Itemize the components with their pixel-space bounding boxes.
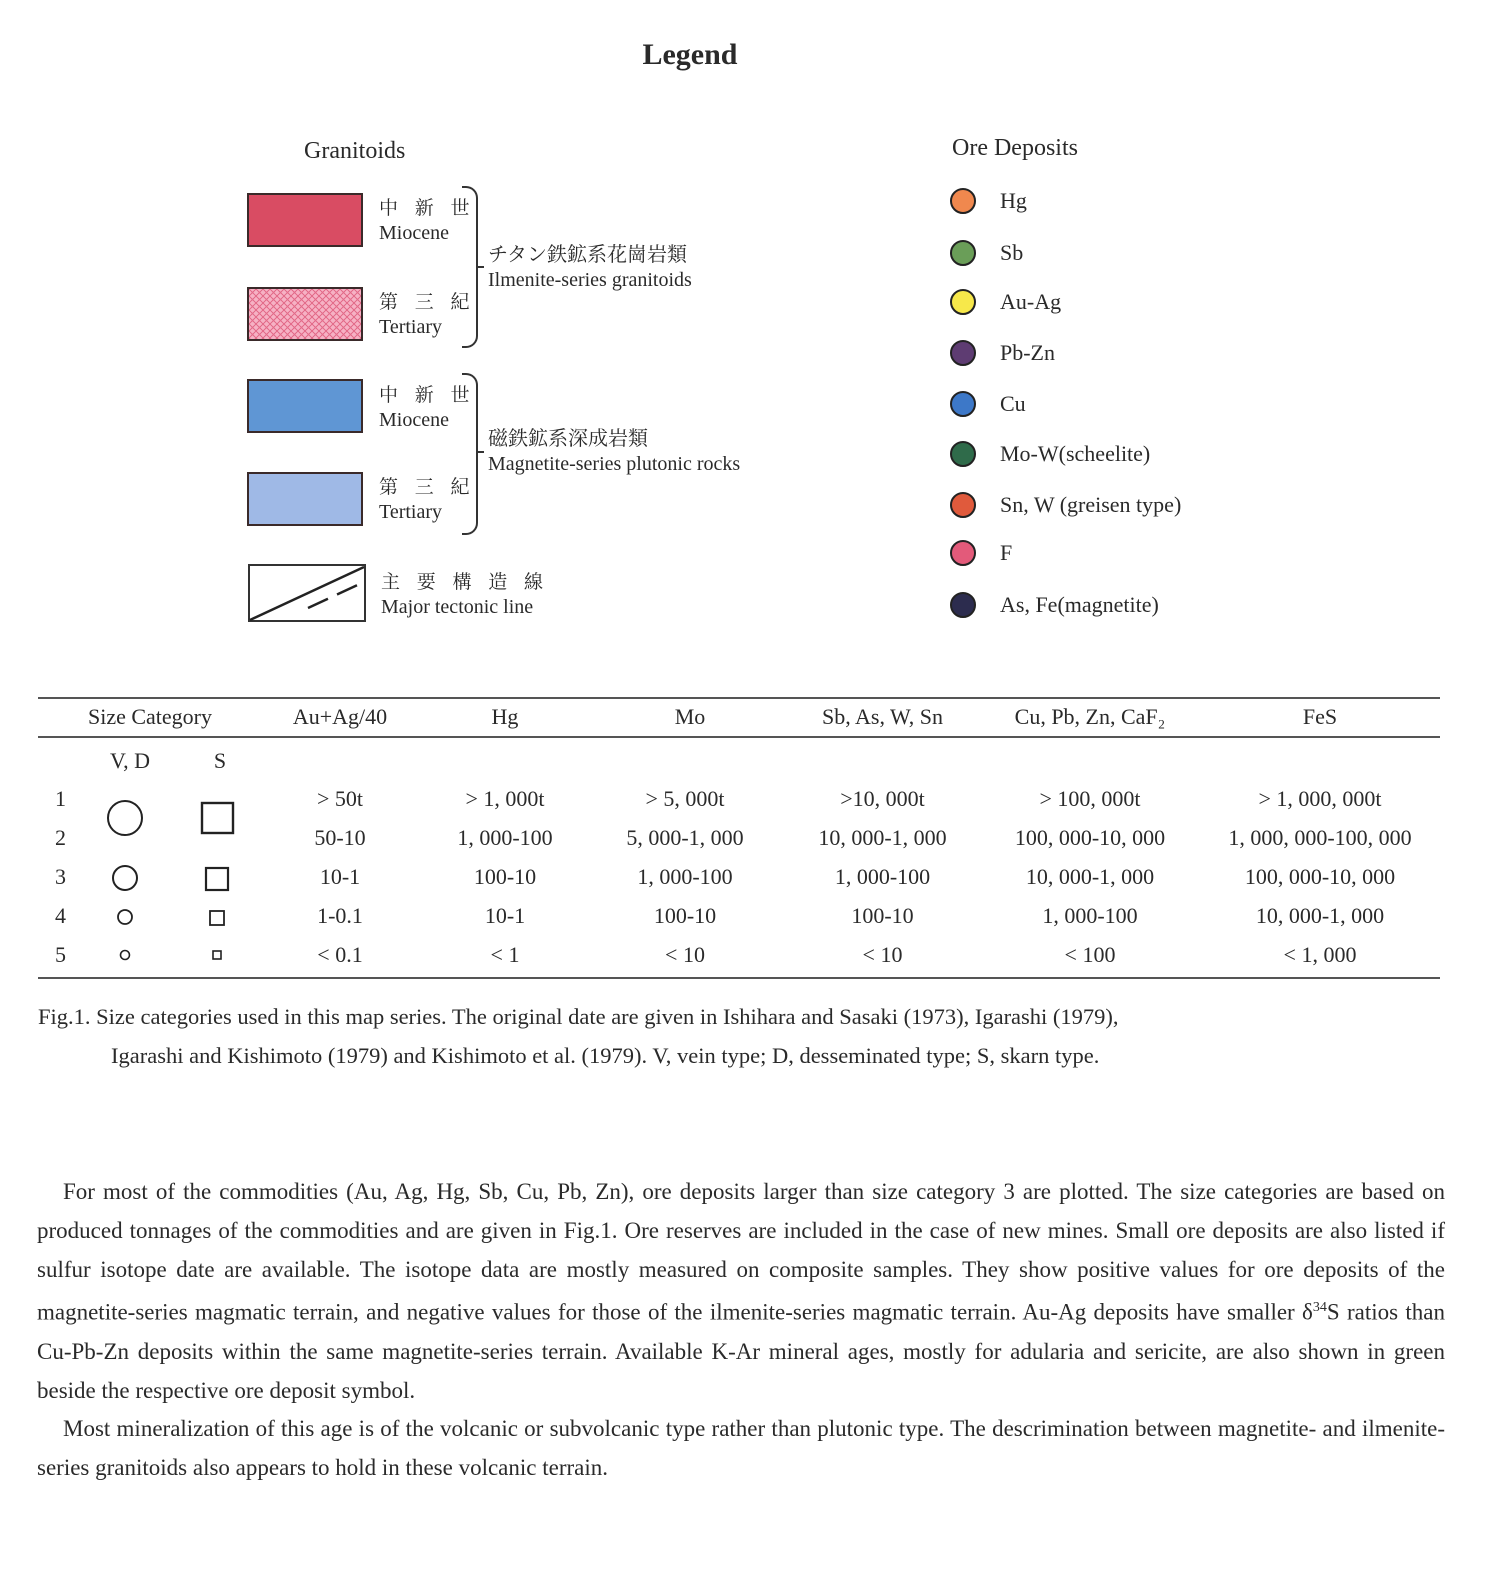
ore-label: Au-Ag <box>1000 289 1062 314</box>
table-cell: 1, 000-100 <box>1042 903 1138 928</box>
paragraph-1: For most of the commodities (Au, Ag, Hg, Sb, Cu, Pb, Zn), ore deposits larger than size category 3 are plotted. The size categories are based on produced tonnages of the commodities and are given in Fig.1. Ore reserves are included in the case of new mines. Small ore deposits are also listed if sulfur isotope date are available. The isotope data are mostly measured on composite samples. They show positive values for ore deposits of the magnetite-series magmatic terrain, and negative values for those of the ilmenite-series magmatic terrain. Au-Ag deposits have smaller $\delta^{34}S$ ratios than Cu-Pb-Zn deposits within the same magnetite-series terrain. Available K-Ar mineral ages, mostly for adularia and sericite, are also shown in green beside the respective ore deposit symbol. <box>37 1179 1445 1403</box>
table-cell: > 5, 000t <box>645 786 725 811</box>
ore-item <box>950 439 1150 469</box>
table-cell: 100, 000-10, 000 <box>1244 864 1396 889</box>
ore-color-dot-icon <box>950 592 976 618</box>
figure-caption-line2: Igarashi and Kishimoto (1979) and Kishimoto et al. (1979). V, vein type; D, desseminated type; S, skarn type. <box>111 1043 1100 1068</box>
label-magnetite-series: 磁鉄鉱系深成岩類 Magnetite-series plutonic rocks <box>488 428 741 475</box>
ore-label: Cu <box>1000 391 1026 416</box>
swatch-magnetite-miocene <box>247 379 363 433</box>
brace-tip <box>476 451 484 453</box>
table-cell: > 1, 000t <box>465 786 545 811</box>
table-cell: 50-10 <box>314 825 366 850</box>
brace-tip <box>476 266 484 268</box>
ore-color-dot-icon <box>950 289 976 315</box>
size-symbols <box>95 780 255 970</box>
label-ilmenite-series: チタン鉄鉱系花崗岩類 Ilmenite-series granitoids <box>488 244 692 291</box>
square-size-1-2 <box>202 803 233 833</box>
body-text <box>37 1173 1445 1488</box>
circle-size-4 <box>118 910 132 924</box>
swatch-ilmenite-tertiary <box>247 287 363 341</box>
header-au-ag: Au+Ag/40 <box>292 704 388 729</box>
table-bottom-rule <box>38 977 1440 979</box>
tectonic-line-symbol <box>248 564 368 624</box>
table-cell: < 1, 000 <box>1283 942 1357 967</box>
square-size-4 <box>210 911 224 925</box>
ore-color-dot-icon <box>950 240 976 266</box>
table-cell: < 0.1 <box>317 942 363 967</box>
row-number: 2 <box>55 825 66 850</box>
table-cell: 100-10 <box>851 903 914 928</box>
ore-label: As, Fe(magnetite) <box>1000 592 1159 617</box>
ore-label: F <box>1000 540 1013 565</box>
figure-caption-line1: Fig.1. Size categories used in this map series. The original date are given in Ishihara and Sasaki (1973), Igarashi (1979), <box>38 1004 1119 1029</box>
ore-color-dot-icon <box>950 540 976 566</box>
label-ilmenite-tertiary: 第 三 紀 Tertiary <box>379 292 476 338</box>
table-cell: 10, 000-1, 000 <box>1255 903 1385 928</box>
ore-item <box>950 389 1026 419</box>
ore-item <box>950 338 1055 368</box>
ore-item <box>950 186 1027 216</box>
table-cell: < 10 <box>665 942 705 967</box>
brace-ilmenite-bottom <box>462 267 478 348</box>
ore-color-dot-icon <box>950 441 976 467</box>
label-ilmenite-miocene: 中 新 世 Miocene <box>379 198 476 244</box>
legend-title: Legend <box>642 38 738 71</box>
ore-item <box>950 238 1023 268</box>
ore-color-dot-icon <box>950 188 976 214</box>
ore-item <box>950 590 1159 620</box>
brace-ilmenite-top <box>462 186 478 267</box>
label-tectonic: 主 要 構 造 線 Major tectonic line <box>381 572 550 618</box>
square-size-3 <box>206 868 228 890</box>
ore-item <box>950 490 1181 520</box>
table-top-rule <box>38 697 1440 699</box>
ore-item <box>950 538 1012 568</box>
label-magnetite-miocene: 中 新 世 Miocene <box>379 385 476 431</box>
header-size-category: Size Category <box>87 704 213 729</box>
header-cu-pb-zn-caf2: Cu, Pb, Zn, CaF₂ <box>1014 704 1166 729</box>
header-sb-as-w-sn: Sb, As, W, Sn <box>821 704 944 729</box>
table-cell: 1, 000-100 <box>457 825 553 850</box>
swatch-magnetite-tertiary <box>247 472 363 526</box>
table-cell: 100-10 <box>473 864 537 889</box>
table-cell: < 100 <box>1064 942 1116 967</box>
row-number: 4 <box>55 903 66 928</box>
paragraph-2: Most mineralization of this age is of the volcanic or subvolcanic type rather than plutonic type. The descrimination between magnetite- and ilmenite-series granitoids also appears to hold in these volcanic terrain. <box>37 1416 1445 1481</box>
ore-color-dot-icon <box>950 340 976 366</box>
table-cell: 1, 000-100 <box>834 864 931 889</box>
table-cell: 1, 000-100 <box>637 864 733 889</box>
table-cell: > 1, 000, 000t <box>1258 786 1382 811</box>
header-mo: Mo <box>674 704 706 729</box>
circle-size-5 <box>121 951 130 960</box>
label-magnetite-tertiary: 第 三 紀 Tertiary <box>379 477 476 523</box>
header-fes: FeS <box>1302 704 1338 729</box>
ore-color-dot-icon <box>950 492 976 518</box>
table-cell: 10-1 <box>484 903 526 928</box>
table-cell: 100, 000-10, 000 <box>1014 825 1166 850</box>
square-size-5 <box>213 951 221 959</box>
ore-label: Hg <box>1000 188 1027 213</box>
ore-item <box>950 287 1061 317</box>
subheader-vd: V, D <box>110 748 150 773</box>
table-header-rule <box>38 736 1440 738</box>
brace-magnetite-bottom <box>462 452 478 535</box>
table-cell: 5, 000-1, 000 <box>626 825 744 850</box>
header-hg: Hg <box>491 704 519 729</box>
table-cell: 10-1 <box>319 864 361 889</box>
circle-size-3 <box>113 866 137 890</box>
table-cell: < 10 <box>862 942 903 967</box>
ore-color-dot-icon <box>950 391 976 417</box>
ore-label: Sn, W (greisen type) <box>1000 492 1182 517</box>
table-cell: 1, 000, 000-100, 000 <box>1228 825 1412 850</box>
table-cell: > 100, 000t <box>1039 786 1141 811</box>
granitoids-heading: Granitoids <box>304 138 406 164</box>
table-cell: 10, 000-1, 000 <box>818 825 947 850</box>
ore-deposits-heading: Ore Deposits <box>952 135 1078 161</box>
table-cell: 1-0.1 <box>317 903 363 928</box>
row-number: 1 <box>55 786 66 811</box>
row-number: 3 <box>55 864 66 889</box>
row-number: 5 <box>55 942 66 967</box>
table-cell: < 1 <box>490 942 520 967</box>
circle-size-1-2 <box>108 801 142 835</box>
ore-label: Sb <box>1000 240 1024 265</box>
brace-magnetite-top <box>462 373 478 452</box>
table-cell: >10, 000t <box>840 786 925 811</box>
table-cell: > 50t <box>316 786 364 811</box>
ore-label: Mo-W(scheelite) <box>1000 441 1151 466</box>
table-cell: 100-10 <box>653 903 717 928</box>
swatch-ilmenite-miocene <box>247 193 363 247</box>
subheader-s: S <box>213 748 227 773</box>
ore-label: Pb-Zn <box>1000 340 1055 365</box>
table-cell: 10, 000-1, 000 <box>1025 864 1155 889</box>
